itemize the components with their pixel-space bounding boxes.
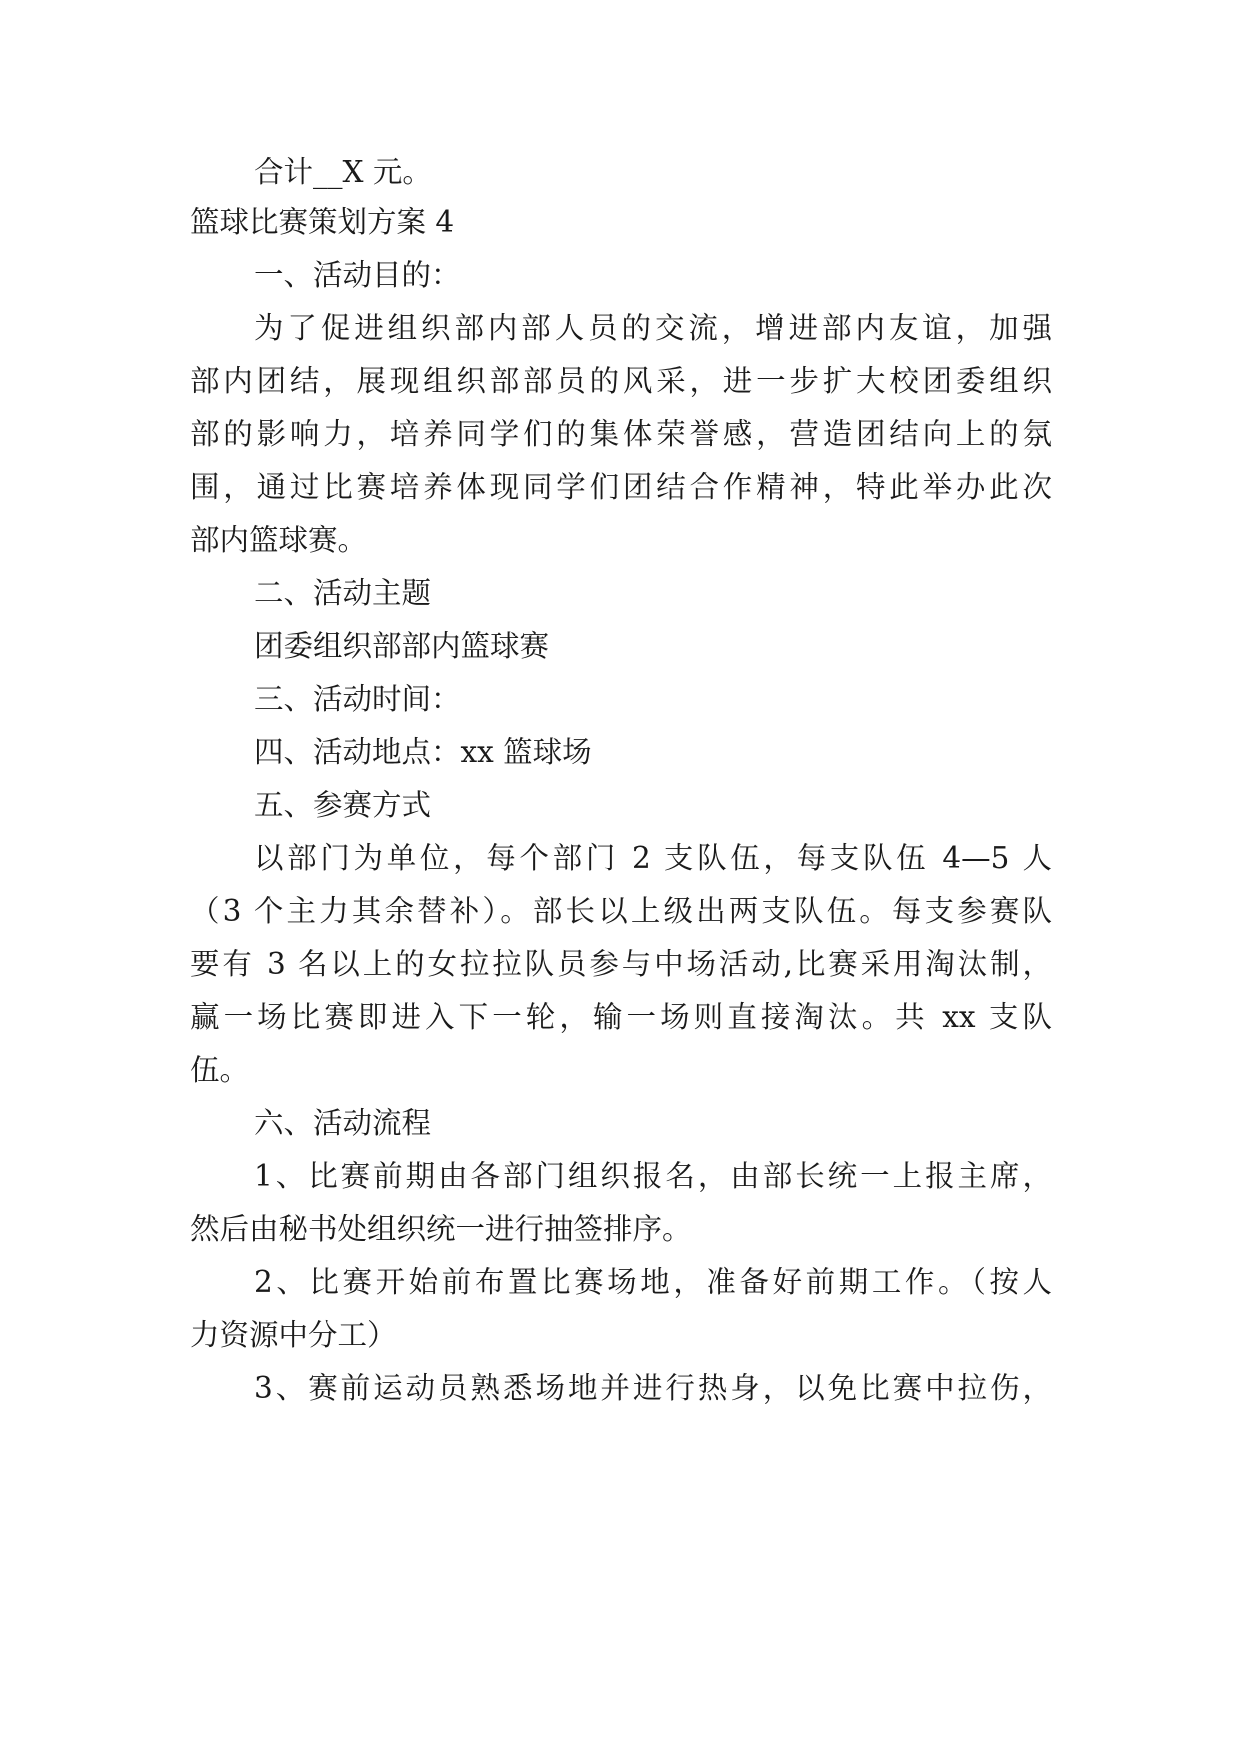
paragraph-line: 围，通过比赛培养体现同学们团结合作精神，特此举办此次 — [190, 470, 1052, 504]
paragraph-line: 部的影响力，培养同学们的集体荣誉感，营造团结向上的氛 — [190, 417, 1052, 451]
paragraph-line: 以部门为单位，每个部门 2 支队伍，每支队伍 4—5 人 — [254, 841, 1052, 875]
heading-format: 五、参赛方式 — [254, 788, 432, 822]
heading-theme: 二、活动主题 — [254, 576, 432, 610]
paragraph-line: 团委组织部部内篮球赛 — [254, 629, 550, 663]
paragraph-line: 赢一场比赛即进入下一轮，输一场则直接淘汰。共 xx 支队 — [190, 1000, 1052, 1034]
paragraph-line: 2、比赛开始前布置比赛场地，准备好前期工作。（按人 — [254, 1265, 1052, 1299]
heading-location: 四、活动地点：xx 篮球场 — [254, 735, 592, 769]
paragraph-line: （3 个主力其余替补）。部长以上级出两支队伍。每支参赛队 — [190, 894, 1052, 928]
total-line: 合计__X 元。 — [254, 155, 432, 189]
paragraph-line: 然后由秘书处组织统一进行抽签排序。 — [190, 1212, 692, 1246]
heading-time: 三、活动时间： — [254, 682, 461, 716]
paragraph-line: 1、比赛前期由各部门组织报名，由部长统一上报主席， — [254, 1159, 1052, 1193]
paragraph-line: 力资源中分工） — [190, 1318, 397, 1352]
paragraph-line: 为了促进组织部内部人员的交流，增进部内友谊，加强 — [254, 311, 1052, 345]
paragraph-line: 要有 3 名以上的女拉拉队员参与中场活动,比赛采用淘汰制， — [190, 947, 1052, 981]
paragraph-line: 伍。 — [190, 1053, 250, 1087]
paragraph-line: 部内团结，展现组织部部员的风采，进一步扩大校团委组织 — [190, 364, 1052, 398]
paragraph-line: 3、赛前运动员熟悉场地并进行热身，以免比赛中拉伤， — [254, 1371, 1052, 1405]
heading-purpose: 一、活动目的： — [254, 258, 461, 292]
heading-process: 六、活动流程 — [254, 1106, 432, 1140]
paragraph-line: 部内篮球赛。 — [190, 523, 368, 557]
section-title: 篮球比赛策划方案 4 — [190, 205, 455, 239]
